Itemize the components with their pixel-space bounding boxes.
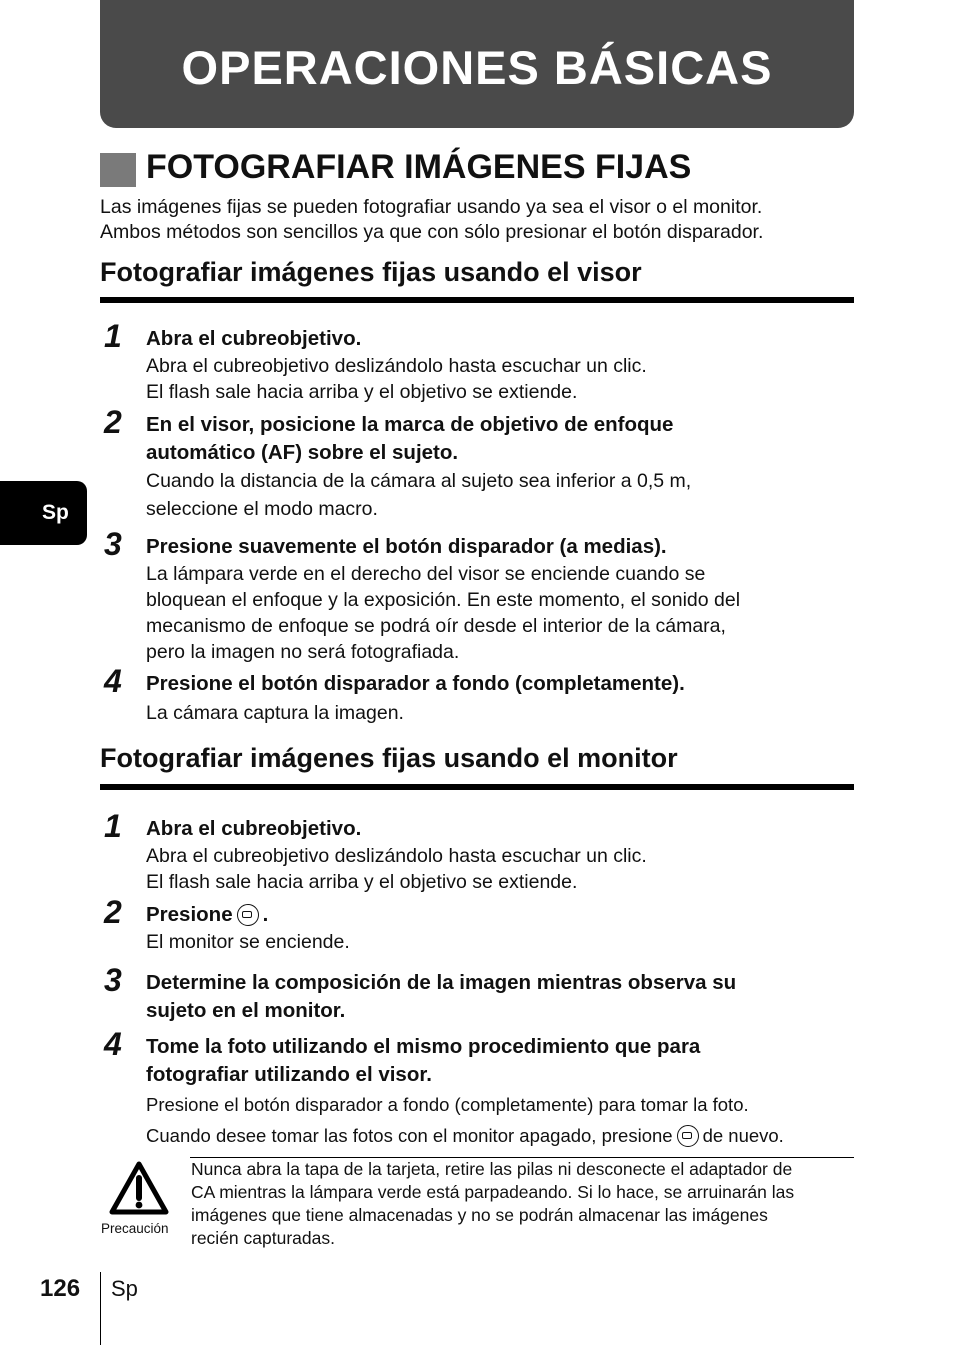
step-title: Presione <box>146 903 233 926</box>
step-text-suffix: de nuevo. <box>702 1125 784 1146</box>
step-title: Presione el botón disparador a fondo (completamente). <box>146 672 685 695</box>
step-title-suffix: . <box>262 903 269 926</box>
step-title: Abra el cubreobjetivo. <box>146 327 362 350</box>
warning-triangle-icon <box>108 1160 170 1218</box>
step-text: El flash sale hacia arriba y el objetivo se extiende. <box>146 871 578 893</box>
section-heading <box>100 148 860 190</box>
caution-text <box>191 1158 855 1250</box>
subsection-rule <box>100 297 854 303</box>
section-intro <box>100 195 860 245</box>
step-text: Cuando desee tomar las fotos con el monitor apagado, presione <box>146 1125 673 1146</box>
language-side-tab <box>0 481 87 545</box>
step-text: El flash sale hacia arriba y el objetivo se extiende. <box>146 381 578 403</box>
monitor-button-icon <box>677 1125 699 1147</box>
visor-step-1 <box>146 325 854 405</box>
step-text: Abra el cubreobjetivo deslizándolo hasta escuchar un clic. <box>146 845 647 867</box>
footer-divider <box>100 1272 101 1345</box>
step-number: 4 <box>104 663 122 699</box>
step-title: sujeto en el monitor. <box>146 999 346 1022</box>
caution-line: imágenes que tiene almacenadas y no se podrán almacenar las imágenes <box>191 1205 768 1225</box>
step-text: seleccione el modo macro. <box>146 498 378 520</box>
step-title: Tome la foto utilizando el mismo procedimiento que para <box>146 1035 701 1058</box>
monitor-step-2 <box>146 901 854 955</box>
monitor-button-icon <box>237 904 259 926</box>
step-number: 3 <box>104 962 122 998</box>
step-text: Abra el cubreobjetivo deslizándolo hasta escuchar un clic. <box>146 355 647 377</box>
caution-line: CA mientras la lámpara verde está parpadeando. Si lo hace, se arruinarán las <box>191 1182 795 1202</box>
monitor-step-4 <box>146 1033 854 1151</box>
step-text: pero la imagen no será fotografiada. <box>146 641 460 663</box>
step-text: El monitor se enciende. <box>146 931 350 953</box>
step-title: fotografiar utilizando el visor. <box>146 1063 432 1086</box>
side-tab-label: Sp <box>42 501 69 524</box>
step-title: Determine la composición de la imagen mientras observa su <box>146 971 737 994</box>
step-title: automático (AF) sobre el sujeto. <box>146 441 459 464</box>
intro-line: Ambos métodos son sencillos ya que con sólo presionar el botón disparador. <box>100 221 764 243</box>
step-number: 1 <box>104 318 122 354</box>
caution-label: Precaución <box>101 1221 169 1236</box>
subsection-title-visor: Fotografiar imágenes fijas usando el visor <box>100 257 642 287</box>
step-text: La lámpara verde en el derecho del visor se enciende cuando se <box>146 563 706 585</box>
step-text: mecanismo de enfoque se podrá oír desde el interior de la cámara, <box>146 615 726 637</box>
section-title: FOTOGRAFIAR IMÁGENES FIJAS <box>146 148 692 186</box>
step-number: 4 <box>104 1026 122 1062</box>
step-number: 3 <box>104 526 122 562</box>
step-title: Presione suavemente el botón disparador (a medias). <box>146 535 667 558</box>
intro-line: Las imágenes fijas se pueden fotografiar usando ya sea el visor o el monitor. <box>100 196 763 218</box>
step-number: 2 <box>104 404 122 440</box>
footer-language: Sp <box>111 1276 138 1301</box>
step-text: Cuando la distancia de la cámara al sujeto sea inferior a 0,5 m, <box>146 470 692 492</box>
monitor-step-3 <box>146 969 854 1025</box>
step-text: La cámara captura la imagen. <box>146 702 404 724</box>
step-text: bloquean el enfoque y la exposición. En este momento, el sonido del <box>146 589 741 611</box>
subsection-title-monitor: Fotografiar imágenes fijas usando el monitor <box>100 743 678 773</box>
step-title: En el visor, posicione la marca de objetivo de enfoque <box>146 413 674 436</box>
monitor-step-1 <box>146 815 854 895</box>
visor-step-3 <box>146 533 854 665</box>
section-marker <box>100 153 136 187</box>
page-number: 126 <box>40 1275 81 1302</box>
step-number: 2 <box>104 894 122 930</box>
chapter-banner <box>100 0 854 128</box>
caution-line: Nunca abra la tapa de la tarjeta, retire las pilas ni desconecte el adaptador de <box>191 1159 793 1179</box>
chapter-title: OPERACIONES BÁSICAS <box>181 41 773 94</box>
visor-step-2 <box>146 411 854 523</box>
subsection-rule <box>100 784 854 790</box>
caution-line: recién capturadas. <box>191 1228 335 1248</box>
visor-step-4 <box>146 670 854 728</box>
step-text: Presione el botón disparador a fondo (completamente) para tomar la foto. <box>146 1094 749 1115</box>
step-number: 1 <box>104 808 122 844</box>
step-title: Abra el cubreobjetivo. <box>146 817 362 840</box>
